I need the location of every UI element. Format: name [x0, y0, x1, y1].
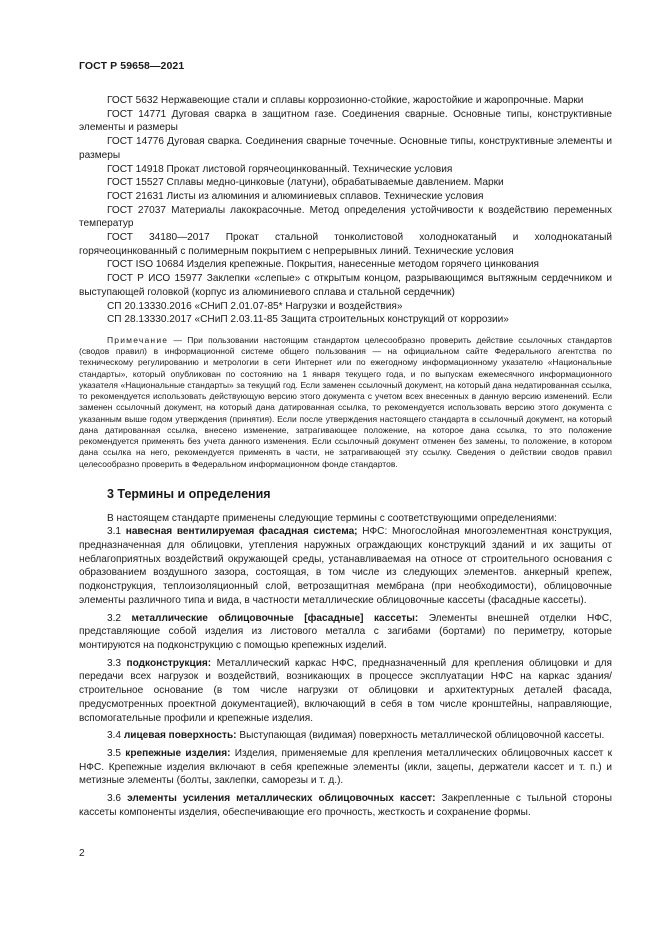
- reference-item: ГОСТ 5632 Нержавеющие стали и сплавы коррозионно-стойкие, жаростойкие и жаропрочные. Марки: [107, 95, 584, 106]
- term-name: элементы усиления металлических облицовочных кассет:: [127, 793, 436, 805]
- note-label: Примечание: [107, 334, 169, 345]
- term-name: подконструкция:: [126, 657, 212, 669]
- term-text: Металлический каркас НФС, предназначенный для крепления облицовки и для передачи всех нагрузок и воздействий, возникающих в процессе эксплуатации НФС на каркас здания/строительное основание (в том числе нагрузки от облицовки и архитектурных деталей фасада, предусмотренных проектной документацией), включающий в себя в том числе кронштейны, направляющие, вспомогательные профили и крепежные изделия.: [79, 657, 612, 724]
- term-name: крепежные изделия:: [125, 747, 231, 759]
- reference-item: ГОСТ 21631 Листы из алюминия и алюминиевых сплавов. Технические условия: [107, 190, 484, 202]
- note-text: — При пользовании настоящим стандартом целесообразно проверить действие ссылочных стандартов (сводов правил) в информационной системе общего пользования — на официальном сайте Федерального агентства по техническому регулированию и метрологии в сети Интернет или по ежегодному информационному указателю «Национальные стандарты», который опубликован по состоянию на 1 января текущего года, и по выпускам ежемесячного информационного указателя «Национальные стандарты» за текущий год. Если заменен ссылочный документ, на который дана недатированная ссылка, то рекомендуется использовать действующую версию этого документа с учетом всех внесенных в данную версию изменений. Если заменен ссылочный документ, на который дана датированная ссылка, то рекомендуется использовать версию этого документа с указанным выше годом утверждения (принятия). Если после утверждения настоящего стандарта в ссылочный документ, на который дана датированная ссылка, внесено изменение, затрагивающее положение, на которое дана ссылка, то это положение рекомендуется применять без учета данного изменения. Если ссылочный документ отменен без замены, то положение, в котором дана ссылка на него, рекомендуется применять в части, не затрагивающей эту ссылку. Сведения о действии сводов правил целесообразно проверить в Федеральном информационном фонде стандартов.: [79, 334, 612, 469]
- reference-item: ГОСТ 34180—2017 Прокат стальной тонколистовой холоднокатаный и холоднокатаный горячеоцинкованный с полимерным покрытием с непрерывных линий. Технические условия: [79, 232, 612, 257]
- note-paragraph: [79, 335, 612, 470]
- term-number: 3.2: [107, 612, 122, 624]
- term-number: 3.5: [107, 747, 122, 759]
- term-text: Выступающая (видимая) поверхность металлической облицовочной кассеты.: [236, 730, 605, 742]
- section-intro: В настоящем стандарте применены следующие термины с соответствующими определениями:: [107, 512, 557, 524]
- term-number: 3.6: [107, 793, 122, 805]
- term-definition: [79, 612, 612, 653]
- term-text: НФС: Многослойная многоэлементная конструкция, предназначенная для облицовки, утепления наружных ограждающих конструкций зданий и их защиты от неблагоприятных воздействий окружающей среды, устанавливаемая на относе от строительного основания с образованием воздушного зазора, состоящая, в том числе из следующих элементов. анкерный крепеж, подконструкция, теплоизоляционный слой, ветрозащитная мембрана (при необходимости), облицовочные элементы различного типа и вида, в частности металлические облицовочные кассеты (фасадные кассеты).: [79, 526, 612, 606]
- term-text: Элементы внешней отделки НФС, представляющие собой изделия из листового металла с загибами (бортами) по периметру, которые монтируются на подконструкцию с помощью крепежных изделий.: [79, 612, 612, 651]
- reference-item: ГОСТ 14776 Дуговая сварка. Соединения сварные точечные. Основные типы, конструктивные элементы и размеры: [79, 136, 612, 161]
- term-definition: [79, 792, 612, 819]
- term-text: Изделия, применяемые для крепления металлических облицовочных кассет к НФС. Крепежные изделия включают в себя крепежные элементы (икли, зацепы, держатели кассет и т. п.) и метизные элементы (болты, заклепки, саморезы и т. д.).: [79, 747, 612, 787]
- reference-item: ГОСТ Р ИСО 15977 Заклепки «слепые» с открытым концом, разрывающимся вытяжным сердечником и выступающей головкой (корпус из алюминиевого сплава и стальной сердечник): [79, 273, 612, 298]
- term-name: металлические облицовочные [фасадные] кассеты:: [131, 612, 419, 624]
- page-header: ГОСТ Р 59658—2021: [79, 60, 185, 72]
- term-definition: [79, 729, 612, 743]
- section-title: 3 Термины и определения: [107, 486, 271, 501]
- reference-item: ГОСТ 14771 Дуговая сварка в защитном газе. Соединения сварные. Основные типы, конструктивные элементы и размеры: [79, 108, 612, 134]
- reference-item: ГОСТ 27037 Материалы лакокрасочные. Метод определения устойчивости к воздействию переменных температур: [79, 204, 612, 230]
- term-number: 3.1: [107, 526, 122, 538]
- term-definition: [79, 747, 612, 788]
- term-name: навесная вентилируемая фасадная система;: [125, 526, 358, 538]
- reference-item: СП 28.13330.2017 «СНиП 2.03.11-85 Защита строительных конструкций от коррозии»: [107, 314, 509, 326]
- page-number: 2: [79, 848, 85, 859]
- reference-item: СП 20.13330.2016 «СНиП 2.01.07-85* Нагрузки и воздействия»: [107, 300, 403, 312]
- term-number: 3.3: [107, 657, 122, 669]
- term-number: 3.4: [107, 730, 122, 742]
- term-text: Закрепленные с тыльной стороны кассеты компоненты изделия, обеспечивающие его прочность, жесткость и сохранение формы.: [79, 793, 613, 818]
- reference-item: ГОСТ 14918 Прокат листовой горячеоцинкованный. Технические условия: [107, 163, 453, 175]
- term-definition: [79, 525, 612, 607]
- document-body: [79, 94, 612, 819]
- term-name: лицевая поверхность:: [123, 730, 237, 742]
- reference-item: ГОСТ 15527 Сплавы медно-цинковые (латуни), обрабатываемые давлением. Марки: [107, 177, 504, 189]
- term-definition: [79, 657, 612, 726]
- reference-item: ГОСТ ISO 10684 Изделия крепежные. Покрытия, нанесенные методом горячего цинкования: [107, 259, 539, 271]
